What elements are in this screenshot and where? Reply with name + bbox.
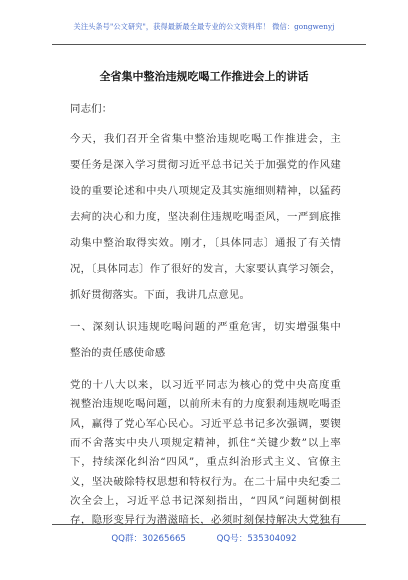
p1-line-6: 况，〔具体同志〕作了很好的发言，大家要认真学习领会， (70, 263, 341, 275)
p1-line-3: 设的重要论述和中央八项规定及其实施细则精神，以猛药 (70, 185, 341, 197)
section-heading-1-line-1: 一、深刻认识违规吃喝问题的严重危害，切实增强集中 (70, 321, 341, 333)
section-heading-1-line-2: 整治的责任感使命感 (70, 347, 166, 359)
document-title: 全省集中整治违规吃喝工作推进会上的讲话 (99, 70, 309, 83)
p2-line-3: 风，赢得了党心军心民心。习近平总书记多次强调，要锲 (70, 417, 341, 430)
header-divider (52, 44, 366, 45)
p2-line-2: 视整治违规吃喝问题，以前所未有的力度狠刹违规吃喝歪 (70, 398, 341, 411)
p1-line-5: 动集中整治取得实效。刚才，〔具体同志〕通报了有关情 (70, 237, 341, 249)
p1-line-1: 今天，我们召开全省集中整治违规吃喝工作推进会，主 (70, 133, 341, 145)
p2-line-8: 存，隐形变异行为潜滋暗长，必须时刻保持解决大党独有 (70, 514, 341, 527)
p2-line-7: 次全会上，习近平总书记深刻指出，“四风”问题树倒根 (70, 494, 341, 507)
footer-divider (52, 524, 366, 525)
p2-line-5: 下，持续深化纠治“四风”，重点纠治形式主义、官僚主 (70, 456, 341, 469)
p2-line-1: 党的十八大以来，以习近平同志为核心的党中央高度重 (70, 379, 341, 391)
header-notice: 关注头条号"公文研究"，获得最新最全最专业的公文资料库！ 微信：gongwenyj (73, 22, 335, 31)
footer-qq-group: QQ群：30265665 (111, 534, 186, 544)
p2-line-6: 义，坚决破除特权思想和特权行为。在二十届中央纪委二 (70, 475, 341, 488)
p2-line-4: 而不舍落实中央八项规定精神，抓住“关键少数”以上率 (70, 436, 341, 449)
salutation: 同志们： (70, 103, 113, 115)
footer-qq-number: QQ号：535304092 (216, 534, 297, 544)
p1-line-7: 抓好贯彻落实。下面，我讲几点意见。 (70, 289, 251, 301)
p1-line-4: 去疴的决心和力度，坚决刹住违规吃喝歪风，一严到底推 (70, 211, 341, 223)
p1-line-2: 要任务是深入学习贯彻习近平总书记关于加强党的作风建 (70, 159, 341, 171)
footer-contacts (0, 532, 408, 544)
